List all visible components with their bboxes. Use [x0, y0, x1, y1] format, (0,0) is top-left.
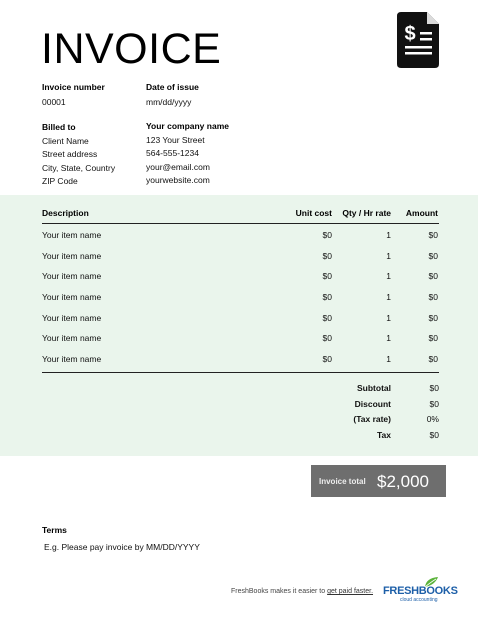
invoice-total-value: $2,000	[377, 472, 429, 491]
date-of-issue-block	[146, 82, 199, 107]
item-unit-cost[interactable]: $0	[322, 250, 332, 261]
invoice-number-block	[42, 82, 105, 107]
discount-label: Discount	[354, 398, 391, 409]
header-description: Description	[42, 208, 89, 218]
get-paid-faster-link[interactable]: get paid faster.	[327, 588, 374, 595]
terms-text[interactable]: E.g. Please pay invoice by MM/DD/YYYY	[44, 542, 200, 552]
item-qty[interactable]: 1	[386, 250, 391, 261]
tax-row	[319, 430, 439, 446]
table-row	[42, 313, 439, 334]
item-amount: $0	[428, 230, 438, 240]
item-unit-cost[interactable]: $0	[322, 271, 332, 282]
invoice-number-label: Invoice number	[42, 82, 105, 92]
item-description[interactable]: Your item name	[42, 333, 102, 344]
item-qty[interactable]: 1	[386, 230, 391, 240]
subtotal-value: $0	[429, 383, 439, 393]
item-unit-cost[interactable]: $0	[322, 312, 332, 323]
company-block	[146, 121, 229, 188]
terms-label: Terms	[42, 525, 67, 535]
logo-tagline: cloud accounting	[400, 597, 438, 603]
discount-row	[319, 399, 439, 415]
discount-value[interactable]: $0	[429, 398, 439, 409]
billed-to-label: Billed to	[42, 122, 76, 132]
subtotal-row	[319, 383, 439, 399]
tax-rate-value[interactable]: 0%	[426, 414, 439, 425]
table-row	[42, 271, 439, 292]
item-amount: $0	[428, 271, 438, 282]
item-unit-cost[interactable]: $0	[322, 354, 332, 365]
item-qty[interactable]: 1	[386, 271, 391, 282]
item-amount: $0	[428, 354, 438, 365]
item-amount: $0	[428, 292, 438, 303]
item-qty[interactable]: 1	[386, 333, 391, 344]
tax-value: $0	[429, 430, 439, 441]
item-qty[interactable]: 1	[386, 292, 391, 303]
invoice-total-box	[311, 465, 446, 497]
company-phone[interactable]: 564-555-1234	[146, 148, 199, 159]
client-street[interactable]: Street address	[42, 149, 98, 160]
billed-to-block	[42, 122, 115, 189]
item-description[interactable]: Your item name	[42, 250, 102, 261]
client-zip[interactable]: ZIP Code	[42, 176, 78, 187]
table-header	[42, 208, 439, 224]
tax-rate-label: (Tax rate)	[353, 414, 391, 425]
item-unit-cost[interactable]: $0	[322, 333, 332, 344]
item-amount: $0	[428, 333, 438, 344]
svg-text:$: $	[404, 23, 416, 45]
terms-block	[42, 525, 200, 552]
company-website[interactable]: yourwebsite.com	[146, 175, 210, 186]
client-city[interactable]: City, State, Country	[42, 162, 116, 173]
item-amount: $0	[428, 250, 438, 261]
client-name[interactable]: Client Name	[42, 136, 89, 146]
tax-label: Tax	[376, 430, 391, 441]
footer-text: FreshBooks makes it easier to	[231, 588, 328, 595]
item-description[interactable]: Your item name	[42, 230, 102, 240]
item-description[interactable]: Your item name	[42, 354, 102, 365]
tax-rate-row	[319, 414, 439, 430]
invoice-document-icon	[397, 12, 439, 68]
date-of-issue-value[interactable]: mm/dd/yyyy	[146, 97, 192, 107]
footer-note	[231, 588, 373, 595]
table-row	[42, 292, 439, 313]
item-unit-cost[interactable]: $0	[322, 230, 332, 240]
item-description[interactable]: Your item name	[42, 292, 102, 303]
company-name[interactable]: Your company name	[146, 121, 229, 131]
subtotal-label: Subtotal	[357, 383, 391, 393]
company-street[interactable]: 123 Your Street	[146, 135, 205, 145]
date-of-issue-label: Date of issue	[146, 82, 199, 92]
item-qty[interactable]: 1	[386, 312, 391, 323]
item-description[interactable]: Your item name	[42, 271, 102, 282]
invoice-total-label: Invoice total	[319, 477, 366, 486]
item-unit-cost[interactable]: $0	[322, 292, 332, 303]
table-row	[42, 230, 439, 251]
item-description[interactable]: Your item name	[42, 312, 102, 323]
invoice-title: INVOICE	[41, 25, 222, 73]
table-bottom-divider	[42, 372, 439, 373]
header-qty: Qty / Hr rate	[342, 208, 391, 218]
item-qty[interactable]: 1	[386, 354, 391, 365]
company-email[interactable]: your@email.com	[146, 161, 210, 172]
invoice-number-value[interactable]: 00001	[42, 97, 66, 107]
table-row	[42, 251, 439, 272]
header-unit-cost: Unit cost	[295, 208, 332, 218]
table-row	[42, 333, 439, 354]
logo-wordmark: FRESHBOOKS	[383, 585, 458, 597]
freshbooks-logo[interactable]	[383, 576, 458, 604]
totals-block	[319, 383, 439, 446]
item-amount: $0	[428, 312, 438, 323]
line-items	[42, 230, 439, 375]
header-amount: Amount	[405, 208, 438, 218]
